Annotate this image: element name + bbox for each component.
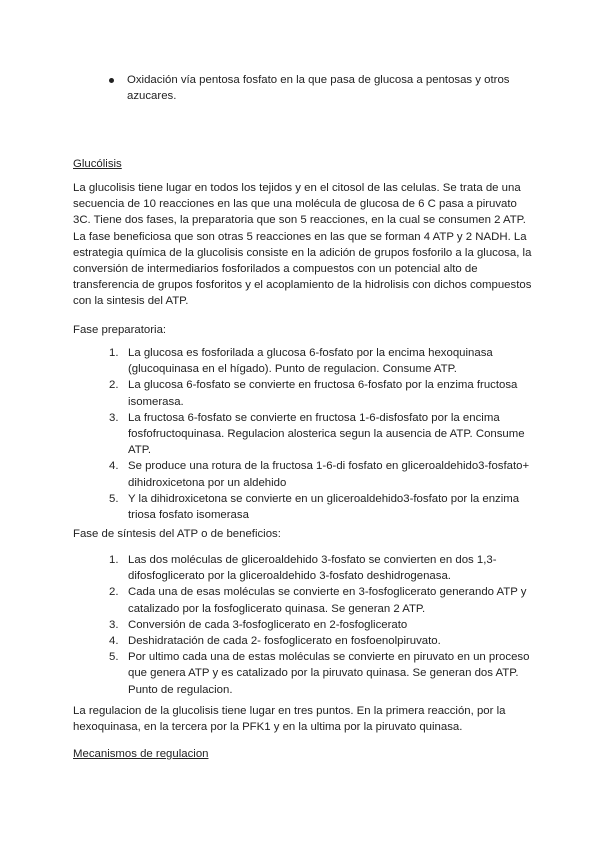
bullet-dot-icon	[109, 78, 114, 83]
fase-sintesis-label: Fase de síntesis del ATP o de beneficios:	[73, 528, 281, 540]
list-item: 5. Por ultimo cada una de estas moléculas se convierte en piruvato en un proceso que genera ATP y es catalizado por la piruvato quinasa. Se generan dos ATP. Punto de regulacion.	[109, 651, 530, 696]
fase-sintesis-list	[73, 552, 533, 698]
list-item: 3. La fructosa 6-fosfato se convierte en fructosa 1-6-disfosfato por la encima fosfofructoquinasa. Regulacion alosterica segun la ausencia de ATP. Consume ATP.	[109, 411, 525, 457]
list-item	[109, 72, 529, 104]
mecanismos-heading: Mecanismos de regulacion	[73, 748, 209, 760]
intro-bullet-list	[109, 72, 529, 104]
list-item: 4. Deshidratación de cada 2- fosfoglicerato en fosfoenolpiruvato.	[109, 635, 441, 648]
list-item: 2. Cada una de esas moléculas se convierte en 3-fosfoglicerato generando ATP y catalizado por la fosfoglicerato quinasa. Se generan 2 ATP.	[109, 586, 527, 615]
glucolisis-heading: Glucólisis	[73, 158, 122, 170]
fase-preparatoria-list	[73, 345, 533, 523]
list-item: 1. Las dos moléculas de gliceroaldehido 3-fosfato se convierten en dos 1,3-difosfoglicerato por la gliceroaldehido 3-fosfato deshidrogenasa.	[109, 554, 497, 583]
regulacion-paragraph: La regulacion de la glucolisis tiene lugar en tres puntos. En la primera reacción, por la hexoquinasa, en la tercera por la PFK1 y en la ultima por la piruvato quinasa.	[73, 705, 506, 734]
list-item: 3. Conversión de cada 3-fosfoglicerato en 2-fosfoglicerato	[109, 618, 408, 631]
list-item: 2. La glucosa 6-fosfato se convierte en fructosa 6-fosfato por la enzima fructosa isomerasa.	[109, 379, 518, 408]
intro-bullet-text: Oxidación vía pentosa fosfato en la que pasa de glucosa a pentosas y otros azucares.	[127, 74, 510, 103]
glucolisis-paragraph: La glucolisis tiene lugar en todos los tejidos y en el citosol de las celulas. Se trata de una secuencia de 10 reacciones en las que una molécula de glucosa de 6 C pasa a piruvato 3C. Tiene dos fases, la preparatoria que son 5 reacciones, en la cual se consumen 2 ATP. La fase beneficiosa que son otras 5 reacciones en las que se forman 4 ATP y 2 NADH. La estrategia química de la glucolisis consiste en la adición de grupos fosforilo a la glucosa, la conversión de intermediarios fosforilados a compuestos con un potencial alto de transferencia de grupos fosforitos y el acoplamiento de la hidrolisis con dichos compuestos con la sintesis del ATP.	[73, 182, 532, 308]
list-item: 4. Se produce una rotura de la fructosa 1-6-di fosfato en gliceroaldehido3-fosfato+ dihidroxicetona por un aldehido	[109, 460, 530, 489]
fase-preparatoria-label: Fase preparatoria:	[73, 324, 167, 336]
list-item: 1. La glucosa es fosforilada a glucosa 6-fosfato por la encima hexoquinasa (glucoquinasa en el hígado). Punto de regulacion. Consume ATP.	[109, 347, 493, 376]
list-item: 5. Y la dihidroxicetona se convierte en un gliceroaldehido3-fosfato por la enzima triosa fosfato isomerasa	[109, 492, 520, 522]
